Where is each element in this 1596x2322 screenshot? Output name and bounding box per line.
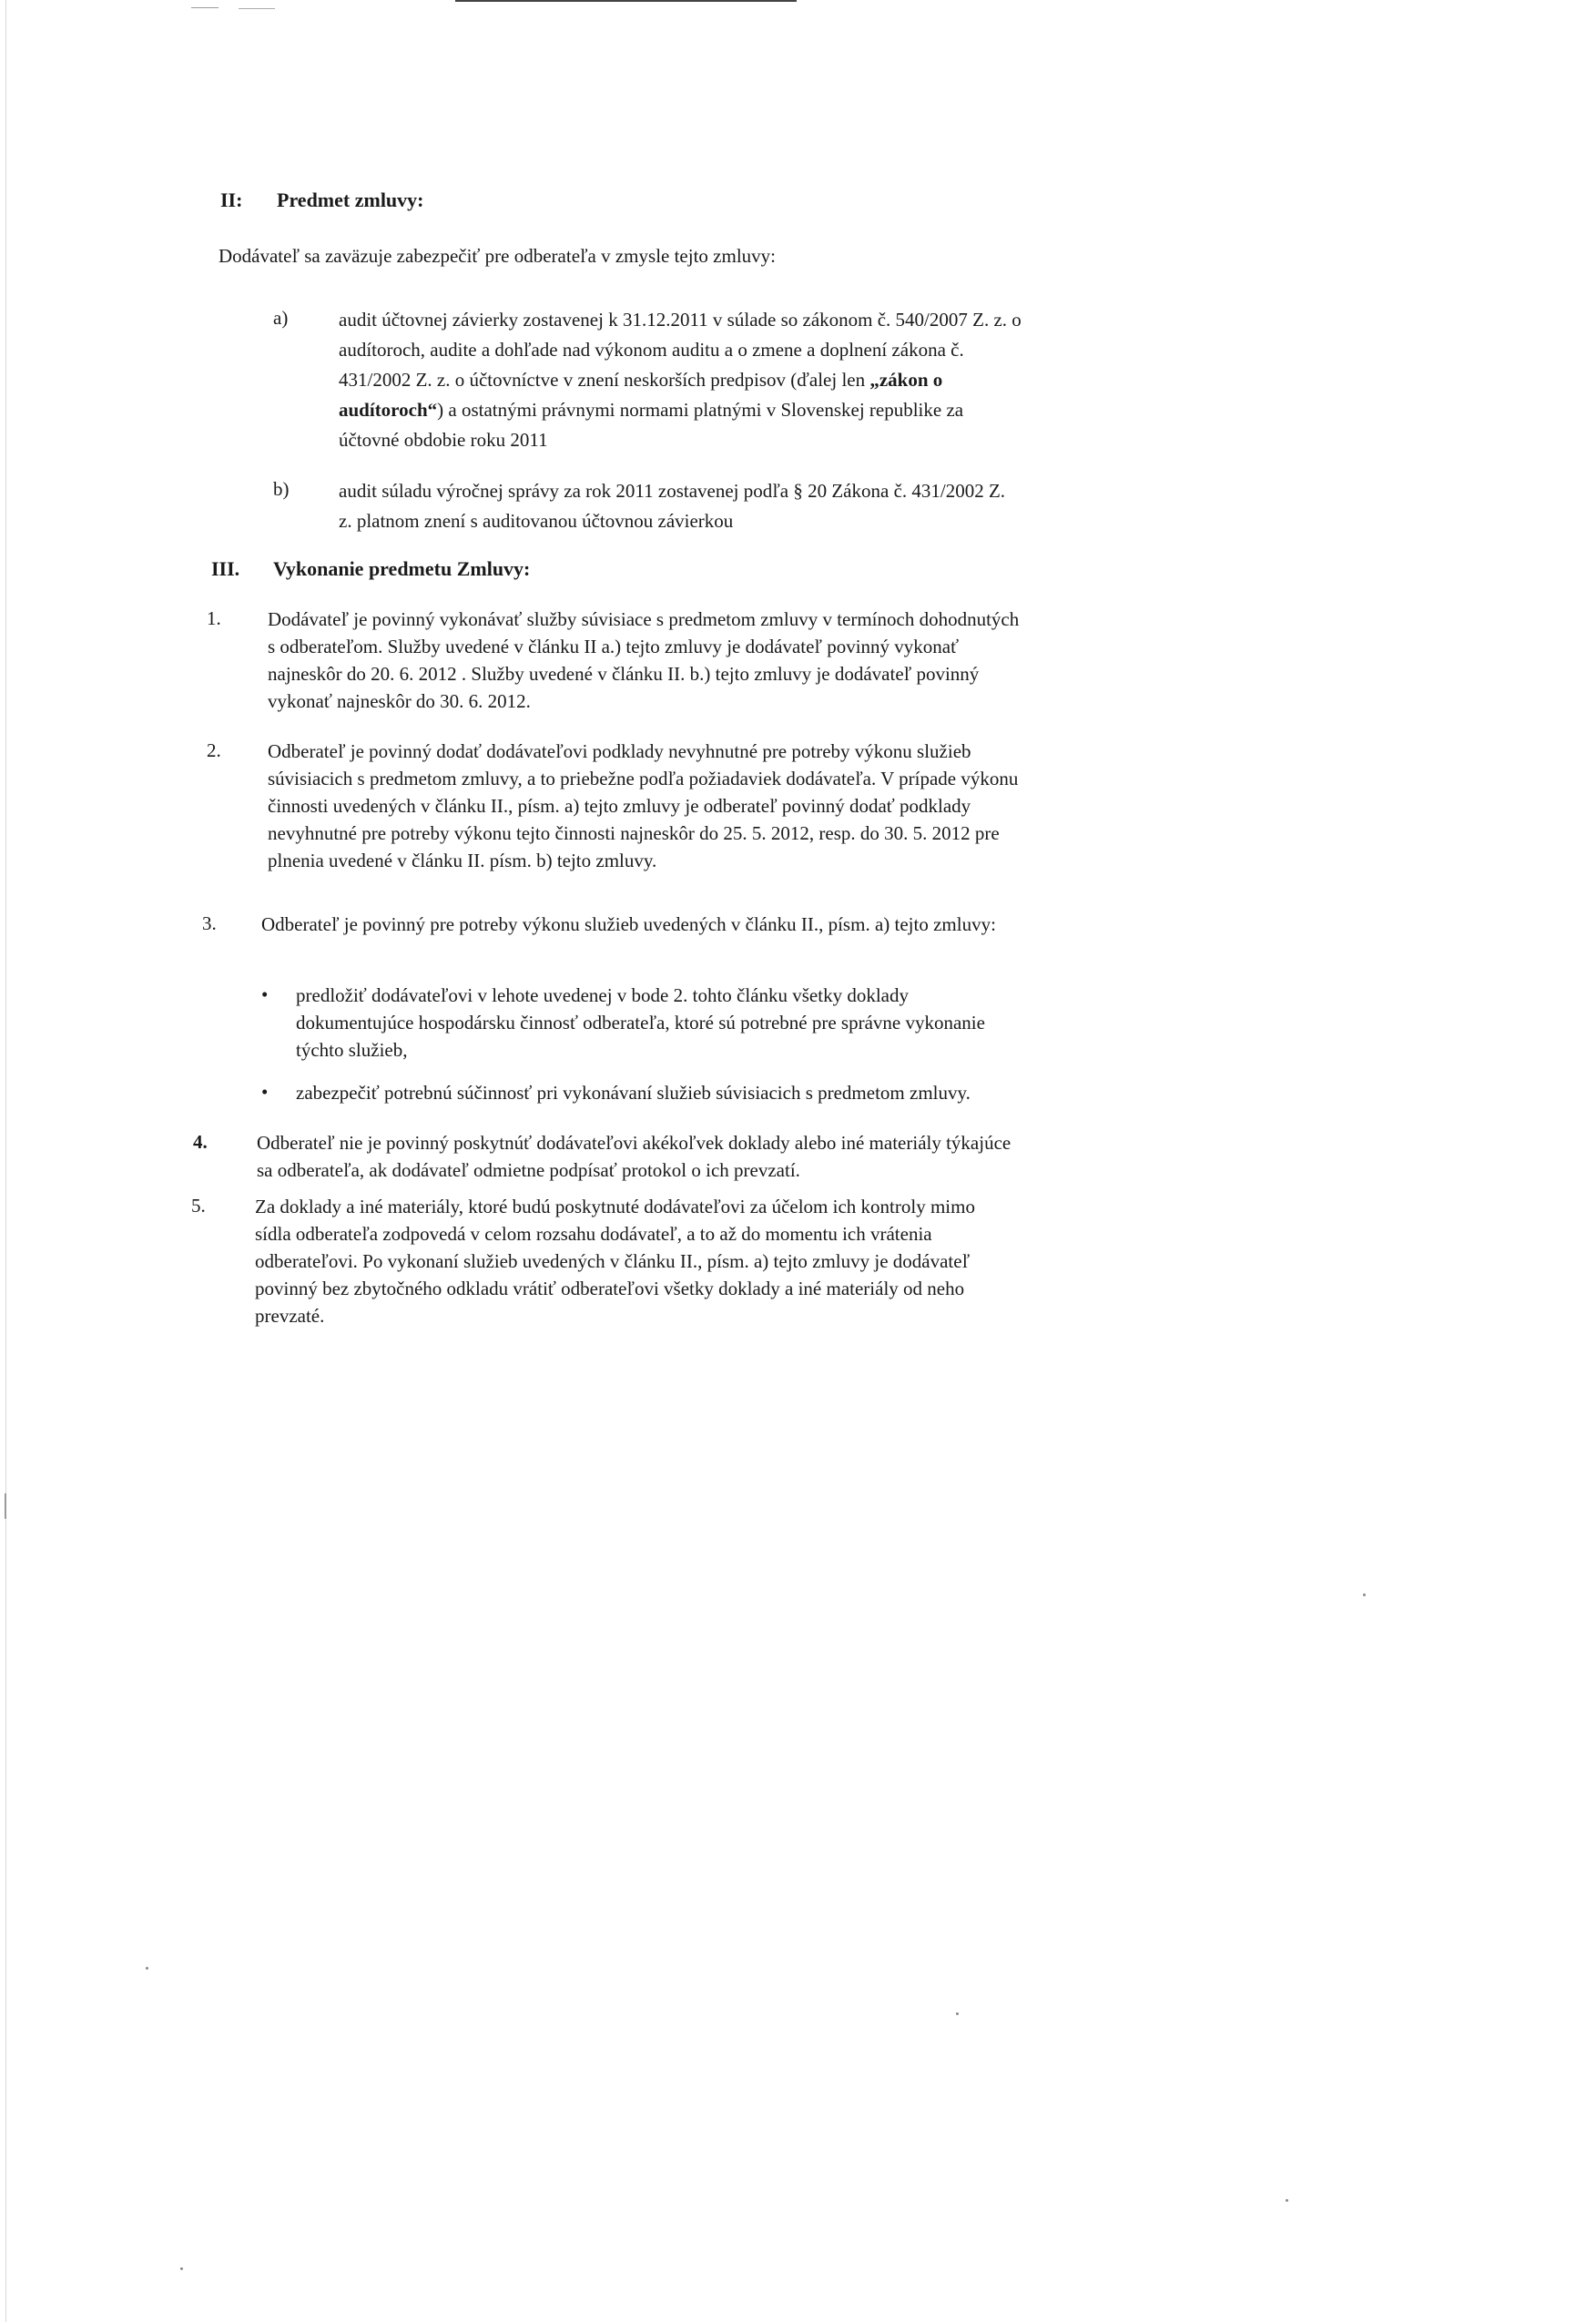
- item-text-part: Odberateľ je povinný dodať dodávateľovi podklady nevyhnutné pre potreby výkonu služieb súvisiacich s predmetom zmluvy, a to priebežne podľa požiadaviek dodávateľa. V prípade výkonu činnosti uvedených v článku II., písm. a) tejto zmluvy je odberateľ povinný dodať podklady nevyhnutné pre potreby výkonu tejto činnosti najneskôr do 25. 5. 2012, resp. do 30. 5. 2012 pre plnenia uvedené v článku II. písm. b) tejto zmluvy.: [268, 740, 1019, 871]
- defined-term: „zákon o audítoroch“: [339, 369, 943, 421]
- item-marker: 1.: [207, 607, 221, 629]
- bullet-text: zabezpečiť potrebnú súčinnosť pri vykonávaní služieb súvisiacich s predmetom zmluvy.: [296, 1082, 971, 1104]
- scan-top-mark: [191, 7, 219, 8]
- scan-speck: [1286, 2199, 1288, 2202]
- scan-left-mark: [5, 1493, 6, 1519]
- section-3-heading: [202, 555, 839, 583]
- section-2-intro: Dodávateľ sa zaväzuje zabezpečiť pre odberateľa v zmysle tejto zmluvy:: [219, 245, 776, 267]
- item-marker: 2.: [207, 739, 221, 761]
- item-text: [339, 305, 1022, 455]
- bullet-icon: •: [261, 1081, 269, 1103]
- scan-speck: [180, 2267, 183, 2270]
- section-3-number: III.: [211, 557, 240, 580]
- scan-left-edge: [5, 0, 6, 2322]
- section-2-number: II:: [220, 188, 243, 211]
- item-text-part: Za doklady a iné materiály, ktoré budú poskytnuté dodávateľovi za účelom ich kontroly mimo sídla odberateľa zodpovedá v celom rozsahu dodávateľ, a to až do momentu ich vrátenia odberateľovi. Po vykonaní služieb uvedených v článku II., písm. a) tejto zmluvy je dodávateľ povinný bez zbytočného odkladu vrátiť odberateľovi všetky doklady a iné materiály od neho prevzaté.: [255, 1196, 975, 1327]
- section-2-title: Predmet zmluvy:: [277, 188, 424, 211]
- item-text-part: ) a ostatnými právnymi normami platnými v Slovenskej republike za účtovné obdobie roku 2011: [339, 399, 964, 451]
- item-marker: 3.: [202, 912, 217, 934]
- item-text-part: audit súladu výročnej správy za rok 2011 zostavenej podľa § 20 Zákona č. 431/2002 Z. z. platnom znení s auditovanou účtovnou závierkou: [339, 480, 1006, 532]
- item-text: [257, 1129, 1012, 1184]
- item-text-part: audit účtovnej závierky zostavenej k 31.12.2011 v súlade so zákonom č. 540/2007 Z. z. o audítoroch, audite a dohľade nad výkonom auditu a o zmene a doplnení zákona č. 431/2002 Z. z. o účtovníctve v znení neskorších predpisov (ďalej len: [339, 309, 1022, 391]
- scan-speck: [146, 1967, 148, 1970]
- item-text: [268, 738, 1023, 874]
- item-text: [339, 476, 1022, 536]
- scan-speck: [1363, 1594, 1366, 1596]
- item-marker: b): [273, 478, 290, 500]
- item-text: [268, 606, 1023, 715]
- section-3-title: Vykonanie predmetu Zmluvy:: [273, 557, 531, 580]
- item-marker: 5.: [191, 1195, 206, 1217]
- item-text-part: Odberateľ je povinný pre potreby výkonu služieb uvedených v článku II., písm. a) tejto zmluvy:: [261, 913, 996, 935]
- item-text-part: Odberateľ nie je povinný poskytnúť dodávateľovi akékoľvek doklady alebo iné materiály týkajúce sa odberateľa, ak dodávateľ odmietne podpísať protokol o ich prevzatí.: [257, 1132, 1011, 1181]
- scan-top-mark: [239, 8, 275, 9]
- item-text: [255, 1193, 1015, 1329]
- bullet-icon: •: [261, 983, 269, 1005]
- item-marker: a): [273, 307, 289, 329]
- scan-speck: [956, 2012, 959, 2015]
- bullet-text: predložiť dodávateľovi v lehote uvedenej v bode 2. tohto článku všetky doklady dokumentujúce hospodársku činnosť odberateľa, ktoré sú potrebné pre správne vykonanie týchto služieb,: [296, 984, 985, 1061]
- item-marker: 4.: [193, 1131, 208, 1153]
- item-text-part: Dodávateľ je povinný vykonávať služby súvisiace s predmetom zmluvy v termínoch dohodnutých s odberateľom. Služby uvedené v článku II a.) tejto zmluvy je dodávateľ povinný vykonať najneskôr do 20. 6. 2012 . Služby uvedené v článku II. b.) tejto zmluvy je dodávateľ povinný vykonať najneskôr do 30. 6. 2012.: [268, 608, 1020, 712]
- scan-top-line: [455, 0, 797, 2]
- section-2-heading: [202, 187, 748, 214]
- item-text: [261, 911, 1017, 938]
